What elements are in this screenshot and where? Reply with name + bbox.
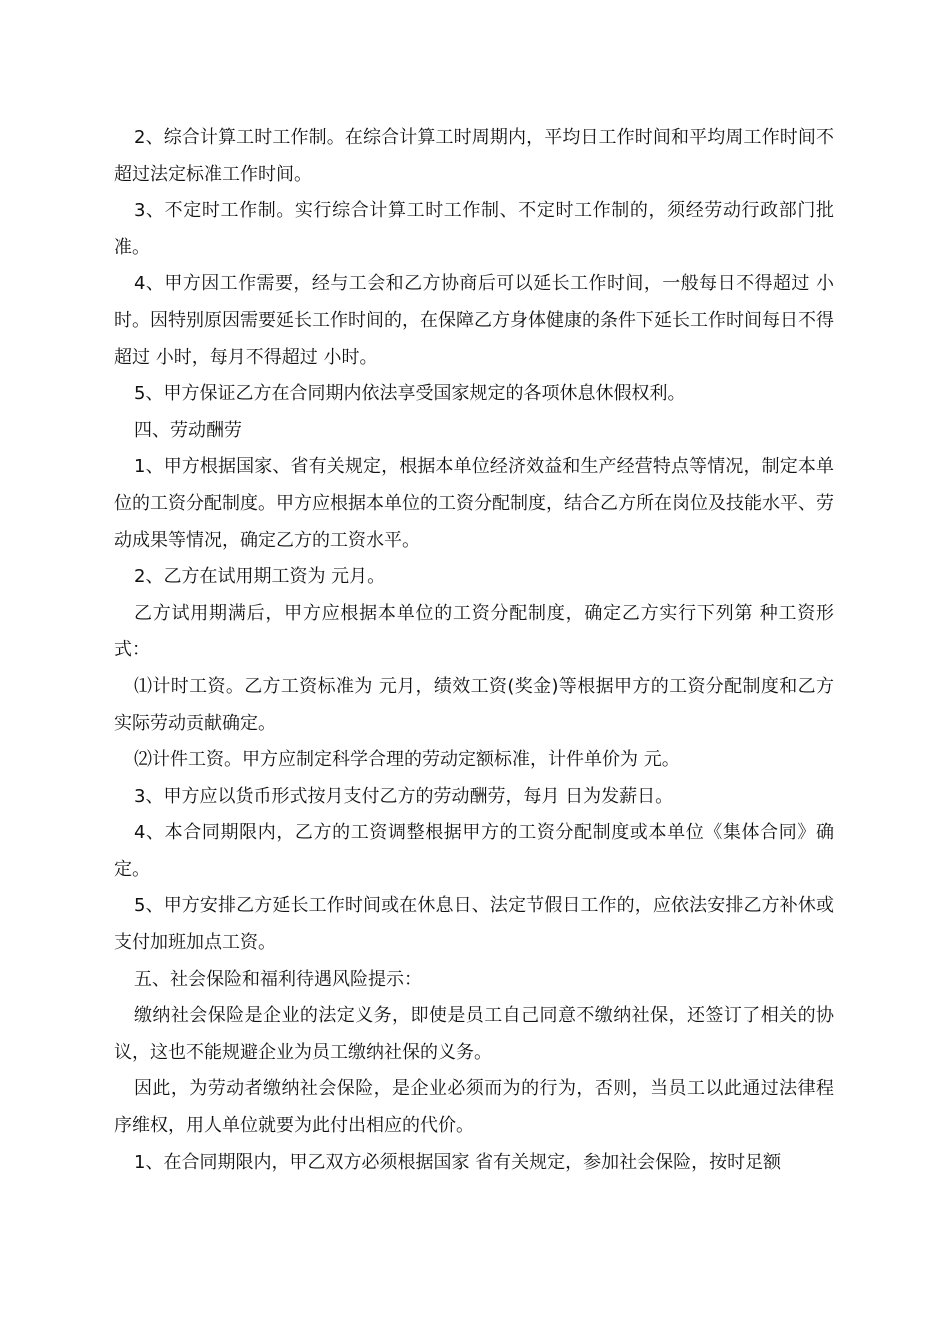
section-heading-remuneration: 四、劳动酬劳 (134, 419, 242, 441)
document-body (114, 120, 834, 1181)
paragraph-wage-system: 1、甲方根据国家、省有关规定，根据本单位经济效益和生产经营特点等情况，制定本单位的工资分配制度。甲方应根据本单位的工资分配制度，结合乙方所在岗位及技能水平、劳动成果等情况，确定乙方的工资水平。 (114, 456, 834, 551)
paragraph-overtime-limits: 4、甲方因工作需要，经与工会和乙方协商后可以延长工作时间，一般每日不得超过 小时。因特别原因需要延长工作时间的，在保障乙方身体健康的条件下延长工作时间每日不得超过 小时，每月不得超过 小时。 (114, 273, 834, 368)
paragraph-piece-wage: ⑵计件工资。甲方应制定科学合理的劳动定额标准，计件单价为 元。 (134, 749, 680, 771)
paragraph-comprehensive-hours: 2、综合计算工时工作制。在综合计算工时周期内，平均日工作时间和平均周工作时间不超过法定标准工作时间。 (114, 127, 834, 185)
section-heading-social-insurance: 五、社会保险和福利待遇风险提示： (134, 968, 422, 990)
paragraph-payday: 3、甲方应以货币形式按月支付乙方的劳动酬劳，每月 日为发薪日。 (134, 785, 674, 807)
paragraph-flexible-hours: 3、不定时工作制。实行综合计算工时工作制、不定时工作制的，须经劳动行政部门批准。 (114, 200, 834, 258)
paragraph-probation-wage: 2、乙方在试用期工资为 元月。 (134, 566, 386, 588)
paragraph-insurance-participation: 1、在合同期限内，甲乙双方必须根据国家 省有关规定，参加社会保险，按时足额 (134, 1151, 782, 1173)
paragraph-insurance-consequence: 因此，为劳动者缴纳社会保险，是企业必须而为的行为，否则，当员工以此通过法律程序维权，用人单位就要为此付出相应的代价。 (114, 1078, 834, 1137)
paragraph-wage-form: 乙方试用期满后，甲方应根据本单位的工资分配制度，确定乙方实行下列第 种工资形式： (114, 602, 834, 661)
paragraph-rest-leave: 5、甲方保证乙方在合同期内依法享受国家规定的各项休息休假权利。 (134, 383, 686, 405)
paragraph-time-wage: ⑴计时工资。乙方工资标准为 元月，绩效工资(奖金)等根据甲方的工资分配制度和乙方实际劳动贡献确定。 (114, 675, 834, 734)
paragraph-insurance-obligation: 缴纳社会保险是企业的法定义务，即使是员工自己同意不缴纳社保，还签订了相关的协议，这也不能规避企业为员工缴纳社保的义务。 (114, 1005, 834, 1063)
paragraph-overtime-pay: 5、甲方安排乙方延长工作时间或在休息日、法定节假日工作的，应依法安排乙方补休或支付加班加点工资。 (114, 895, 834, 954)
paragraph-wage-adjustment: 4、本合同期限内，乙方的工资调整根据甲方的工资分配制度或本单位《集体合同》确定。 (114, 822, 834, 880)
